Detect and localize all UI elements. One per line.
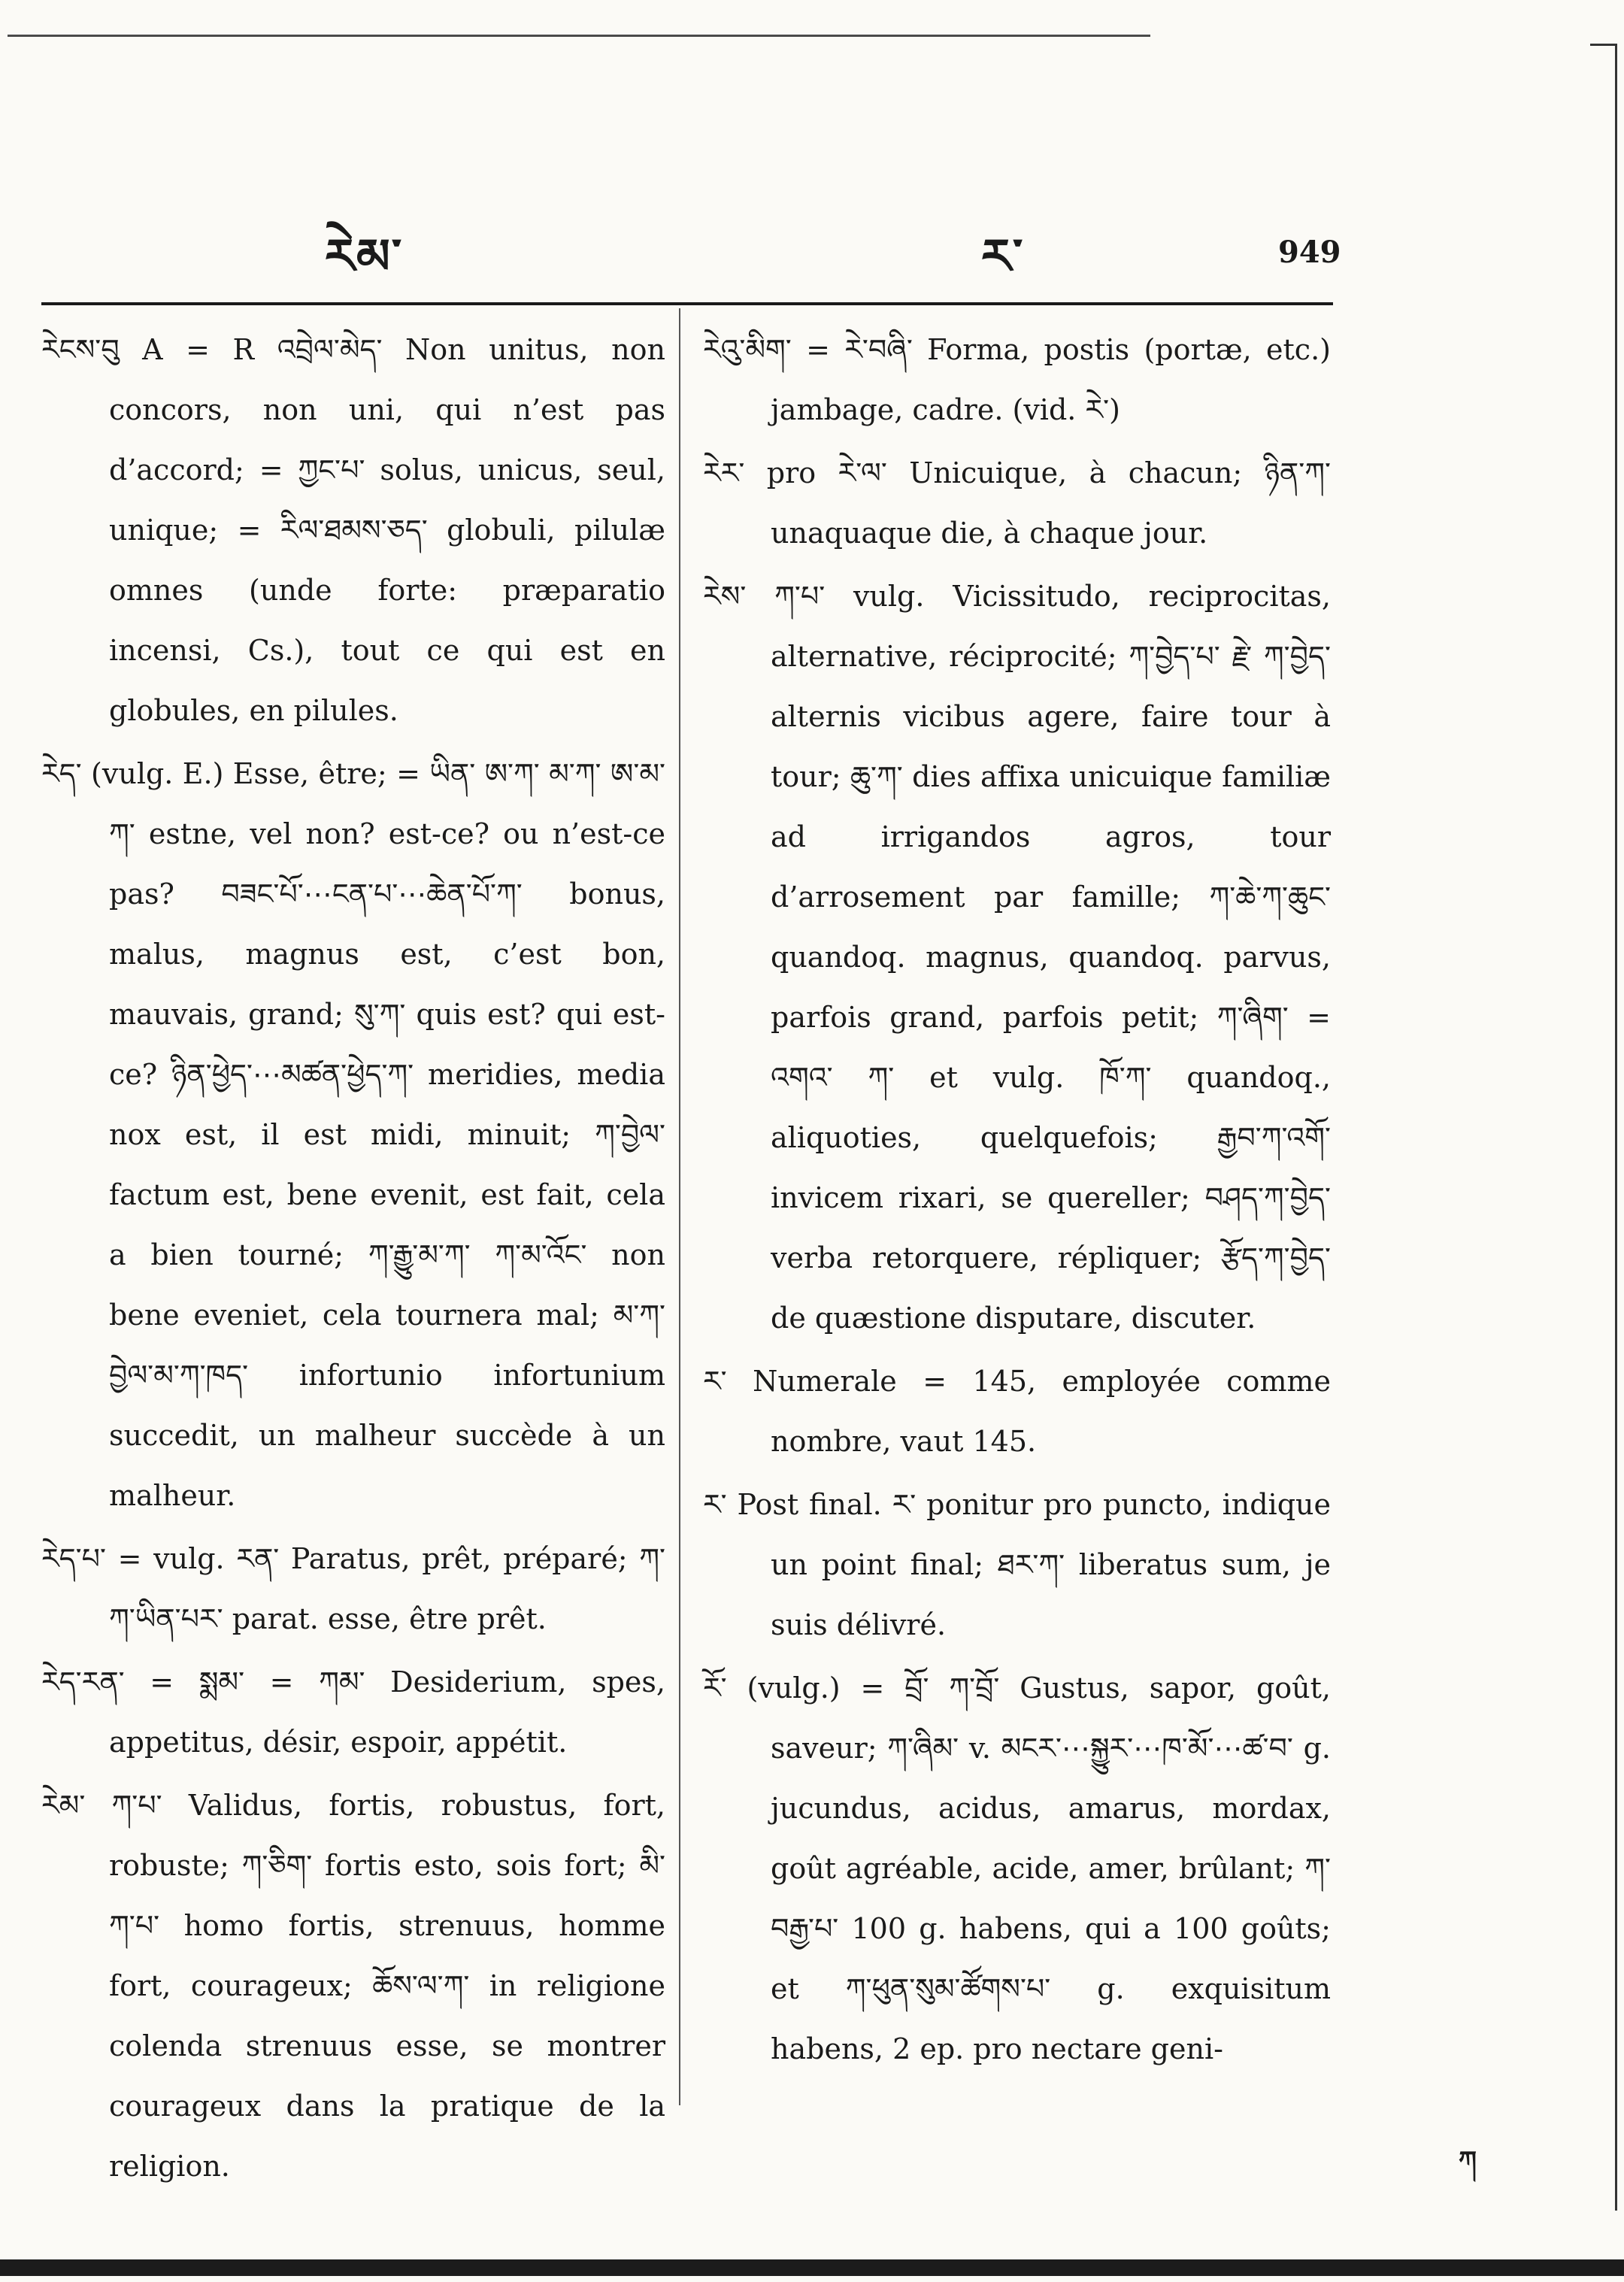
- page-mark: ཀ: [1459, 2146, 1477, 2176]
- dictionary-entry: རེར་ pro རེ་ལ་ Unicuique, à chacun; ཉིན་ཀ་ unaquaque die, à chaque jour.: [703, 456, 1331, 550]
- dictionary-entry: ར་ Post final. ར་ ponitur pro puncto, indique un point final; ཐར་ཀ་ liberatus sum, je suis délivré.: [703, 1488, 1331, 1641]
- dictionary-entry: རེངས་བུ A = R འབྲེལ་མེད་ Non unitus, non concors, non uni, qui n’est pas d’accord; = ཀྱང་པ་ solus, unicus, seul, unique; = རིལ་ཐམས་ཅད་ globuli, pilulæ omnes (unde forte: præparatio incensi, Cs.), tout ce qui est en globules, en pilules.: [41, 333, 665, 727]
- side-rule: [1615, 45, 1617, 2211]
- dictionary-entry: རེད་རན་ = སྨམ་ = ཀམ་ Desiderium, spes, appetitus, désir, espoir, appétit.: [41, 1665, 665, 1759]
- dictionary-entry: རེད་པ་ = vulg. རན་ Paratus, prêt, préparé; ཀ་ཀ་ཡིན་པར་ parat. esse, être prêt.: [41, 1542, 665, 1635]
- column-divider: [679, 308, 680, 2105]
- dictionary-entry: རེས་ ཀ་པ་ vulg. Vicissitudo, reciprocitas, alternative, réciprocité; ཀ་བྱེད་པ་ རྗེ་ ཀ་བྱེད་ alternis vicibus agere, faire tour à tour; ཆུ་ཀ་ dies affixa unicuique familiæ ad irrigandos agros, tour d’arrosement par famille; ཀ་ཆེ་ཀ་ཆུང་ quandoq. magnus, quandoq. parvus, parfois grand, parfois petit; ཀ་ཞིག་ = འགའ་ ཀ་ et vulg. ཁོ་ཀ་ quandoq., aliquoties, quelquefois; རྒྱབ་ཀ་འགོ་ invicem rixari, se quereller; བཤད་ཀ་བྱེད་ verba retorquere, répliquer; རྩོད་ཀ་བྱེད་ de quæstione disputare, discuter.: [703, 580, 1331, 1335]
- dictionary-entry: རེའུ་མིག་ = རེ་བཞི་ Forma, postis (portæ, etc.) jambage, cadre. (vid. རེ་): [703, 333, 1331, 426]
- bottom-rule: [0, 2259, 1624, 2276]
- page-number: 949: [1278, 235, 1341, 270]
- dictionary-entry: རེད་ (vulg. E.) Esse, être; = ཡིན་ ཨ་ཀ་ མ་ཀ་ ཨ་མ་ཀ་ estne, vel non? est-ce? ou n’est-ce pas? བཟང་པོ་⋯ངན་པ་⋯ཆེན་པོ་ཀ་ bonus, malus, magnus est, c’est bon, mauvais, grand; སུ་ཀ་ quis est? qui est-ce? ཉིན་ཕྱེད་⋯མཚན་ཕྱེད་ཀ་ meridies, media nox est, il est midi, minuit; ཀ་བྱེལ་ factum est, bene evenit, est fait, cela a bien tourné; ཀ་རྒྱུ་མ་ཀ་ ཀ་མ་འོང་ non bene eveniet, cela tournera mal; མ་ཀ་བྱེལ་མ་ཀ་ཁད་ infortunio infortunium succedit, un malheur succède à un malheur.: [41, 757, 665, 1512]
- left-column: [41, 320, 665, 2199]
- right-column: [703, 320, 1331, 2082]
- running-head-left: རེམ་: [325, 229, 404, 285]
- side-rule-cap: [1590, 44, 1617, 46]
- dictionary-entry: རོ་ (vulg.) = བྲོ་ ཀ་བྲོ་ Gustus, sapor, goût, saveur; ཀ་ཞིམ་ v. མངར་⋯སྐྱུར་⋯ཁ་མོ་⋯ཚ་བ་ g. jucundus, acidus, amarus, mordax, goût agréable, acide, amer, brûlant; ཀ་བརྒྱ་པ་ 100 g. habens, qui a 100 goûts; et ཀ་ཕུན་སུམ་ཚོགས་པ་ g. exquisitum habens, 2 ep. pro nectare geni-: [703, 1671, 1331, 2065]
- dictionary-entry: རེམ་ ཀ་པ་ Validus, fortis, robustus, fort, robuste; ཀ་ཅིག་ fortis esto, sois fort; མི་ཀ་པ་ homo fortis, strenuus, homme fort, courageux; ཆོས་ལ་ཀ་ in religione colenda strenuus esse, se montrer courageux dans la pratique de la religion.: [41, 1789, 665, 2183]
- header-rule: [41, 302, 1333, 305]
- dictionary-entry: ར་ Numerale = 145, employée comme nombre, vaut 145.: [703, 1365, 1331, 1458]
- top-rule: [8, 35, 1150, 37]
- running-head-right: ར་: [981, 229, 1025, 285]
